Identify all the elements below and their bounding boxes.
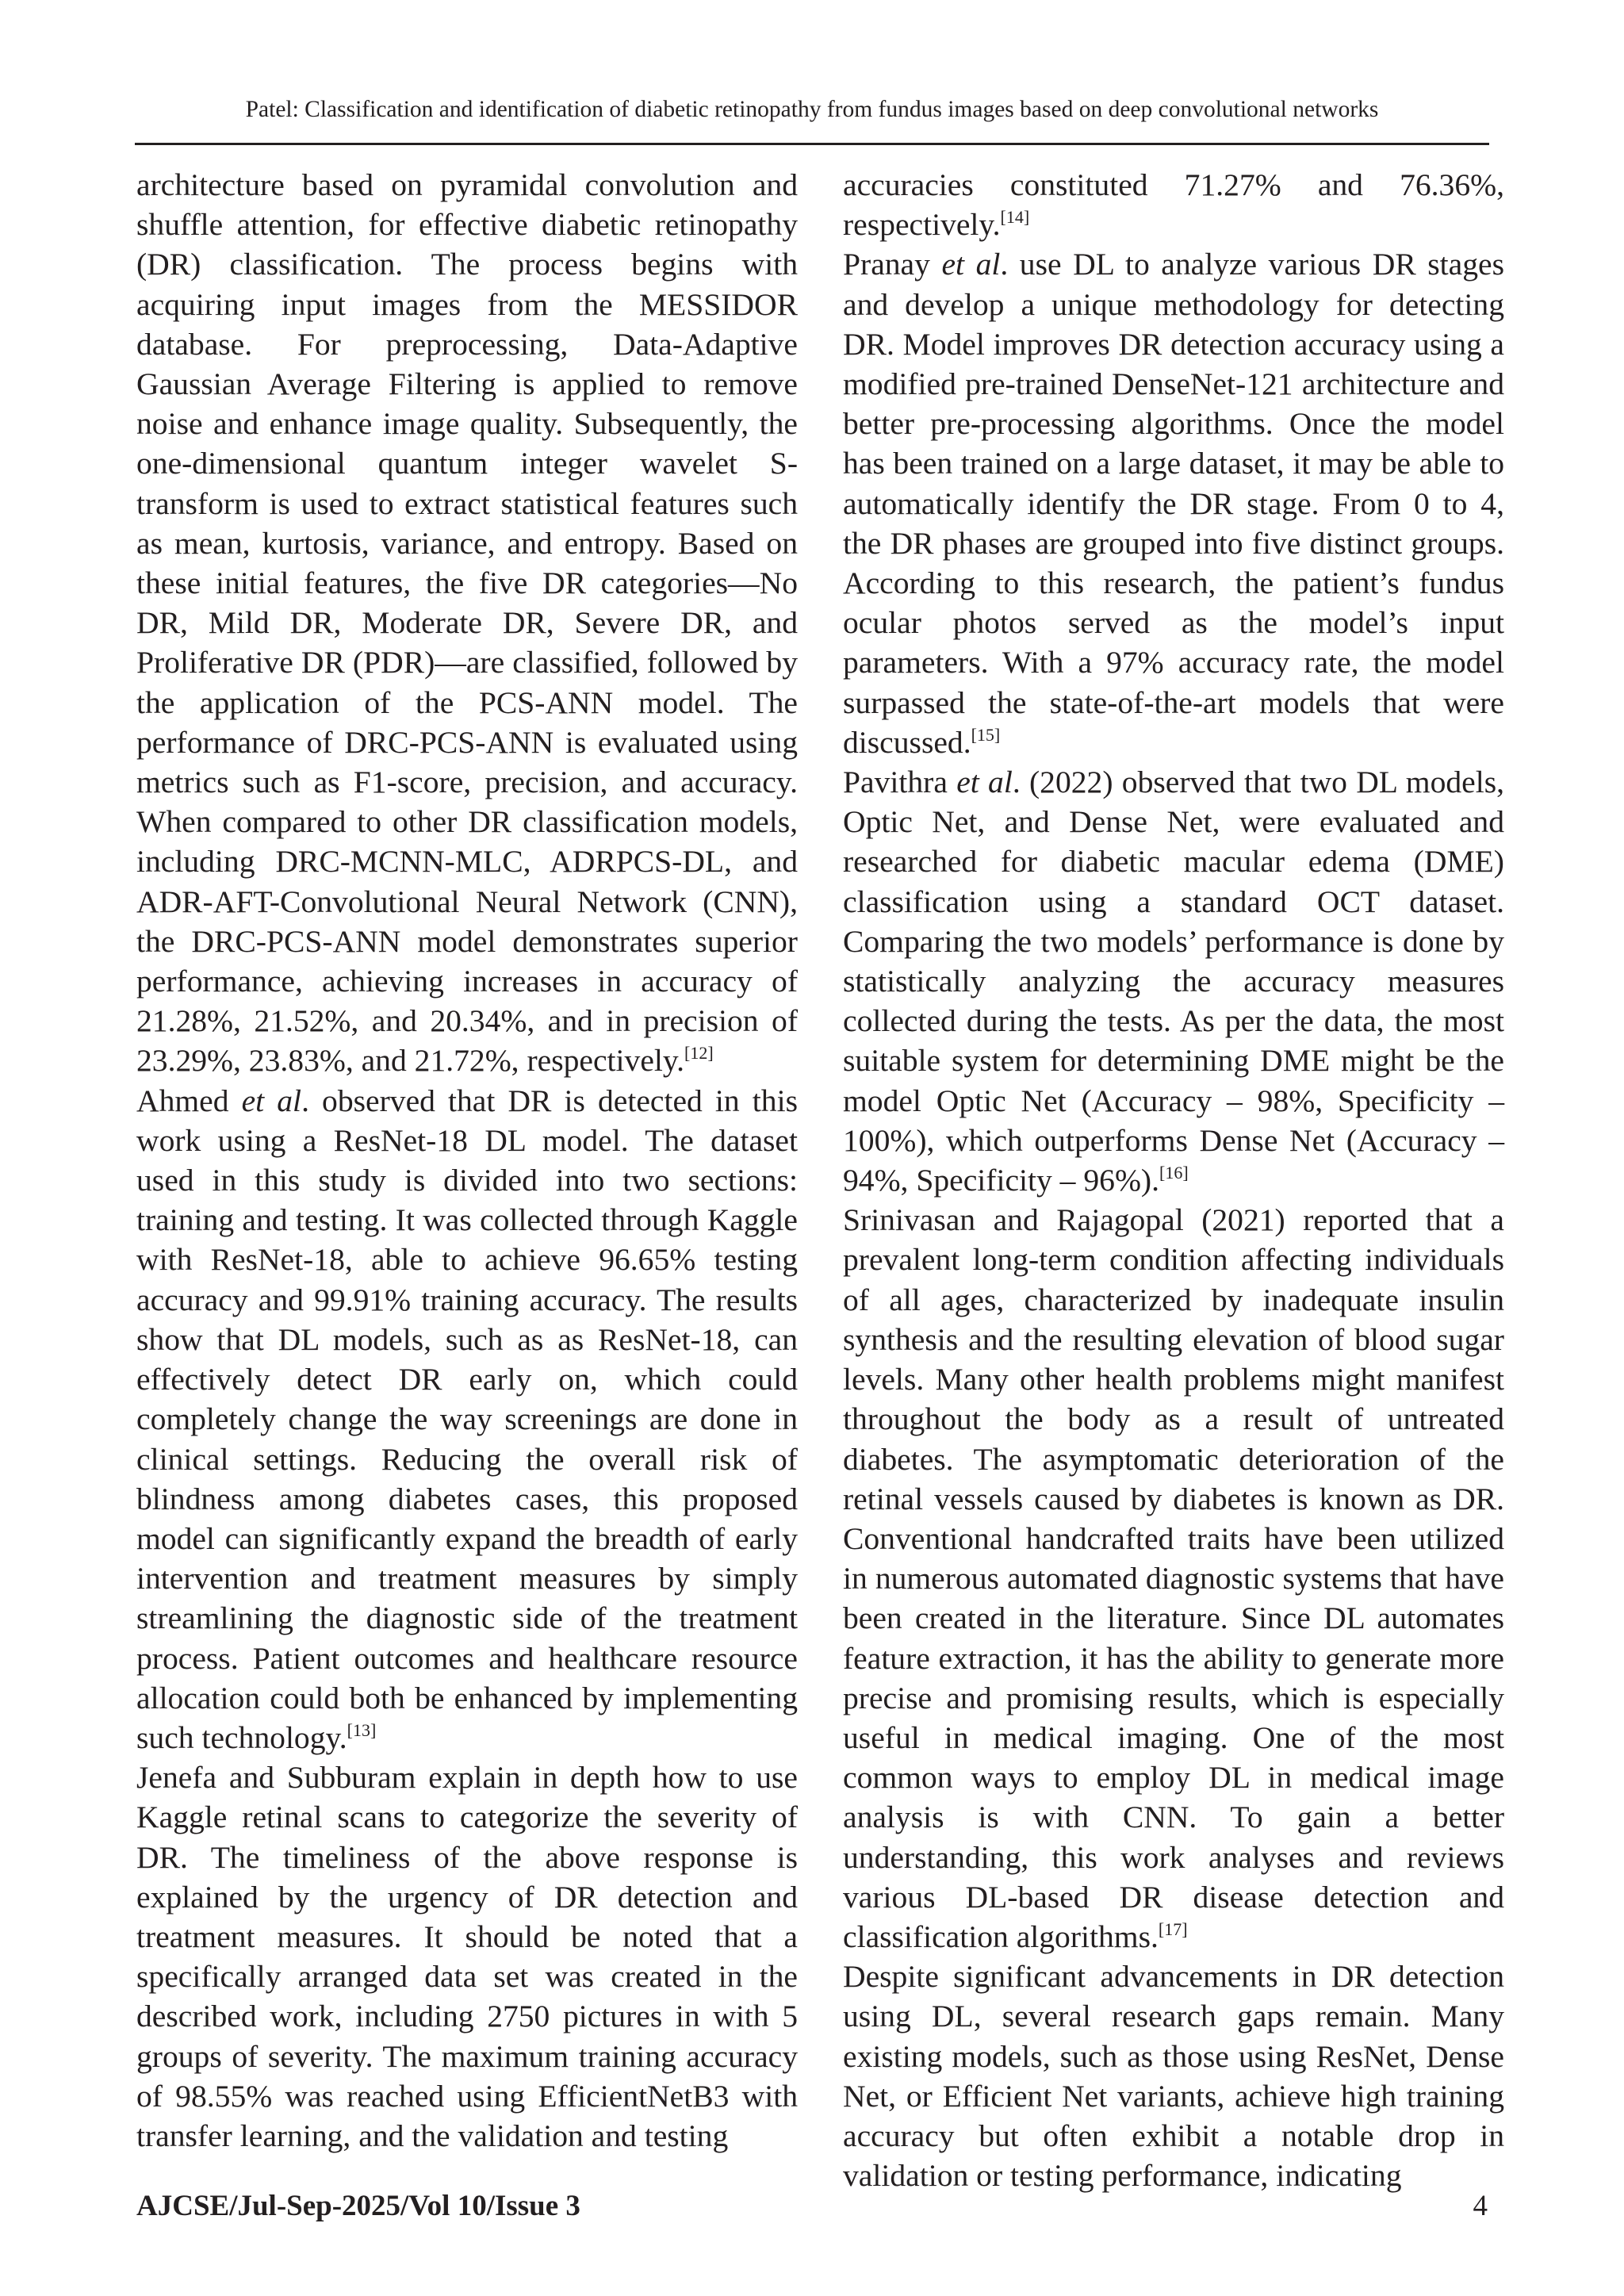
header-divider — [135, 143, 1489, 145]
citation-ref: [17] — [1158, 1918, 1188, 1939]
paragraph-text: accuracies constituted 71.27% and 76.36%, respectively. — [843, 167, 1504, 243]
citation-ref: [12] — [684, 1043, 714, 1064]
journal-footer: AJCSE/Jul-Sep-2025/Vol 10/Issue 3 — [136, 2190, 580, 2222]
citation-ref: [14] — [1000, 207, 1030, 228]
paragraph-pavithra — [843, 762, 1504, 1200]
author-name: Pranay — [843, 247, 942, 282]
et-al: et al — [241, 1083, 302, 1118]
paragraph-text: Despite significant advancements in DR detection using DL, several research gaps remain. Many existing models, such as those using ResNet, Dense Net, or Efficient Net variants, achieve high training accuracy but often exhibit a notable drop in validation or testing performance, indicating — [843, 1959, 1504, 2194]
paragraph-text: . use DL to analyze various DR stages and develop a unique methodology for detecting DR. Model improves DR detection accuracy using a modified pre-trained DenseNet-121 architecture and better pre-processing algorithms. Once the model has been trained on a large dataset, it may be able to automatically identify the DR stage. From 0 to 4, the DR phases are grouped into five distinct groups. According to this research, the patient’s fundus ocular photos served as the model’s input parameters. With a 97% accuracy rate, the model surpassed the state-of-the-art models that were discussed. — [843, 247, 1504, 760]
citation-ref: [13] — [347, 1719, 377, 1740]
paragraph-pranay — [843, 244, 1504, 762]
et-al: et al — [941, 247, 1001, 282]
paragraph-text: architecture based on pyramidal convolution and shuffle attention, for effective diabetic retinopathy (DR) classification. The process begins with acquiring input images from the MESSIDOR database. For preprocessing, Data-Adaptive Gaussian Average Filtering is applied to remove noise and enhance image quality. Subsequently, the one-dimensional quantum integer wavelet S-transform is used to extract statistical features such as mean, kurtosis, variance, and entropy. Based on these initial features, the five DR categories—No DR, Mild DR, Moderate DR, Severe DR, and Proliferative DR (PDR)—are classified, followed by the application of the PCS-ANN model. The performance of DRC-PCS-ANN is evaluated using metrics such as F1-score, precision, and accuracy. When compared to other DR classification models, including DRC-MCNN-MLC, ADRPCS-DL, and ADR-AFT-Convolutional Neural Network (CNN), the DRC-PCS-ANN model demonstrates superior performance, achieving increases in accuracy of 21.28%, 21.52%, and 20.34%, and in precision of 23.29%, 23.83%, and 21.72%, respectively. — [136, 167, 798, 1079]
et-al: et al — [956, 765, 1013, 800]
running-header: Patel: Classification and identification of diabetic retinopathy from fundus images based on deep convolutional networks — [245, 97, 1379, 122]
paragraph-jenefa-continued — [843, 165, 1504, 244]
paragraph-jenefa — [136, 1757, 798, 2156]
page-number: 4 — [1473, 2190, 1488, 2222]
citation-ref: [15] — [971, 724, 1001, 745]
paragraph-srinivasan — [843, 1200, 1504, 1957]
paragraph-text: . observed that DR is detected in this work using a ResNet-18 DL model. The dataset used in this study is divided into two sections: training and testing. It was collected through Kaggle with ResNet-18, able to achieve 96.65% testing accuracy and 99.91% training accuracy. The results show that DL models, such as as ResNet-18, can effectively detect DR early on, which could completely change the way screenings are done in clinical settings. Reducing the overall risk of blindness among diabetes cases, this proposed model can significantly expand the breadth of early intervention and treatment measures by simply streamlining the diagnostic side of the treatment process. Patient outcomes and healthcare resource allocation could both be enhanced by implementing such technology. — [136, 1083, 798, 1755]
paragraph-text: . (2022) observed that two DL models, Optic Net, and Dense Net, were evaluated and researched for diabetic macular edema (DME) classification using a standard OCT dataset. Comparing the two models’ performance is done by statistically analyzing the accuracy measures collected during the tests. As per the data, the most suitable system for determining DME might be the model Optic Net (Accuracy – 98%, Specificity – 100%), which outperforms Dense Net (Accuracy – 94%, Specificity – 96%). — [843, 765, 1505, 1198]
left-column — [136, 165, 798, 2156]
citation-ref: [16] — [1159, 1163, 1189, 1183]
author-name: Pavithra — [843, 765, 957, 800]
right-column — [843, 165, 1504, 2195]
paragraph-ahmed — [136, 1081, 798, 1757]
paragraph-text: Jenefa and Subburam explain in depth how to use Kaggle retinal scans to categorize the severity of DR. The timeliness of the above response is explained by the urgency of DR detection and treatment measures. It should be noted that a specifically arranged data set was created in the described work, including 2750 pictures in with 5 groups of severity. The maximum training accuracy of 98.55% was reached using EfficientNetB3 with transfer learning, and the validation and testing — [136, 1760, 798, 2153]
paragraph-text: Srinivasan and Rajagopal (2021) reported that a prevalent long-term condition affecting individuals of all ages, characterized by inadequate insulin synthesis and the resulting elevation of blood sugar levels. Many other health problems might manifest throughout the body as a result of untreated diabetes. The asymptomatic deterioration of the retinal vessels caused by diabetes is known as DR. Conventional handcrafted traits have been utilized in numerous automated diagnostic systems that have been created in the literature. Since DL automates feature extraction, it has the ability to generate more precise and promising results, which is especially useful in medical imaging. One of the most common ways to employ DL in medical image analysis is with CNN. To gain a better understanding, this work analyses and reviews various DL-based DR disease detection and classification algorithms. — [843, 1202, 1504, 1954]
paragraph-research-gaps — [843, 1957, 1504, 2195]
author-name: Ahmed — [136, 1083, 242, 1118]
paragraph-drc-pcs-ann — [136, 165, 798, 1081]
